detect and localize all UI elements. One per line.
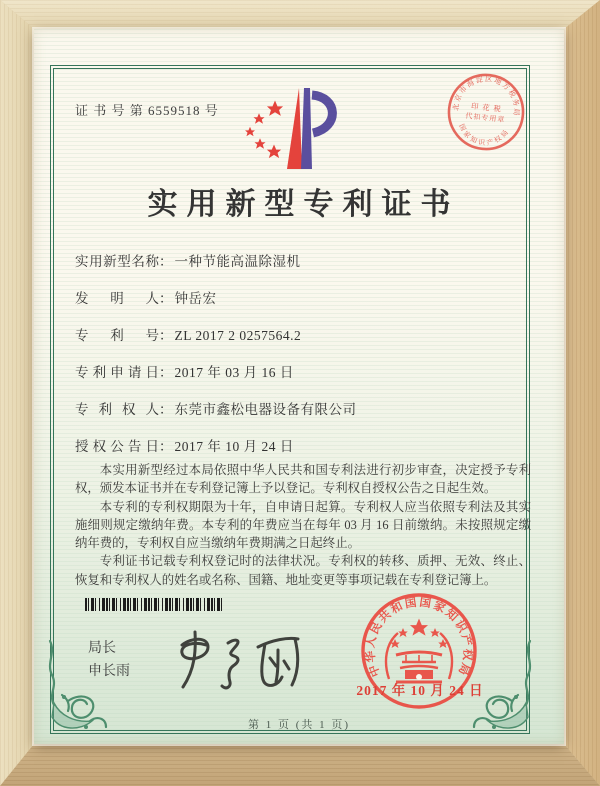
tax-seal-line2: 代扣专用章 <box>465 111 506 125</box>
logo-p-bowl <box>312 95 332 133</box>
field-value: ZL 2017 2 0257564.2 <box>174 328 302 343</box>
field-colon: ： <box>159 328 173 343</box>
frame-bottom <box>0 744 600 786</box>
certificate-paper <box>34 29 564 744</box>
barcode <box>85 598 225 611</box>
legal-paragraph-2: 本专利的专利权期限为十年，自申请日起算。专利权人应当依照专利法及其实施细则规定缴纳年费。本专利的年费应当在每年 03 月 16 日前缴纳。未按照规定缴纳年费的，专利权自应当缴纳年费期满之日起终止。 <box>75 499 531 551</box>
field-row-grant-date <box>75 435 535 454</box>
field-row-filing-date <box>75 361 535 380</box>
field-value: 钟岳宏 <box>174 291 217 306</box>
field-value: 2017 年 03 月 16 日 <box>174 365 294 380</box>
field-label: 专利申请日 <box>75 365 159 380</box>
field-row-patentee <box>75 398 535 417</box>
frame-left <box>0 0 34 786</box>
field-colon: ： <box>159 402 173 417</box>
cnipa-seal-arc-text: 中华人民共和国国家知识产权局 <box>363 595 475 679</box>
field-label: 专利号 <box>75 328 159 343</box>
field-label: 实用新型名称 <box>75 254 159 269</box>
logo-red-wedge <box>287 88 302 169</box>
frame-top <box>0 0 600 29</box>
certificate-title: 实用新型专利证书 <box>147 188 460 221</box>
signer-name: 申长雨 <box>88 664 130 679</box>
field-colon: ： <box>159 254 173 269</box>
field-row-patent-number <box>75 324 535 343</box>
legal-paragraph-3: 专利证书记载专利权登记时的法律状况。专利权的转移、质押、无效、终止、恢复和专利权人的姓名或名称、国籍、地址变更等事项记载在专利登记簿上。 <box>75 554 531 587</box>
legal-text <box>75 461 531 589</box>
certificate-number: 证 书 号 第 6559518 号 <box>75 103 219 118</box>
field-value: 2017 年 10 月 24 日 <box>174 439 294 454</box>
field-value: 一种节能高温除湿机 <box>174 254 301 269</box>
tax-stamp-seal <box>440 66 532 158</box>
cnipa-logo-icon <box>235 83 365 183</box>
field-row-inventor <box>75 287 535 306</box>
national-emblem <box>386 619 452 683</box>
field-colon: ： <box>159 439 173 454</box>
field-value: 东莞市鑫松电器设备有限公司 <box>174 402 357 417</box>
legal-paragraph-1: 本实用新型经过本局依照中华人民共和国专利法进行初步审查，决定授予专利权，颁发本证书并在专利登记簿上予以登记。专利权自授权公告之日起生效。 <box>75 463 531 496</box>
frame-right <box>564 0 600 786</box>
logo-purple-bar <box>301 88 312 169</box>
field-label: 专利权人 <box>75 402 159 417</box>
page-number: 第 1 页 (共 1 页) <box>247 719 351 731</box>
field-list <box>75 250 535 472</box>
seal-date: 2017 年 10 月 24 日 <box>356 683 484 698</box>
field-label: 授权公告日 <box>75 439 159 454</box>
field-label: 发明人 <box>75 291 159 306</box>
logo-stars <box>245 101 283 159</box>
signature-script <box>170 625 350 720</box>
signer-title: 局长 <box>88 641 116 656</box>
field-colon: ： <box>159 291 173 306</box>
field-row-utility-name <box>75 250 535 269</box>
tax-seal-line1: 印 花 税 <box>470 101 503 114</box>
tax-seal-arc-bottom: 国家知识产权局 <box>457 123 512 148</box>
field-colon: ： <box>159 365 173 380</box>
tax-seal-arc-top: 北京市海淀区地方税务局 <box>452 75 521 118</box>
